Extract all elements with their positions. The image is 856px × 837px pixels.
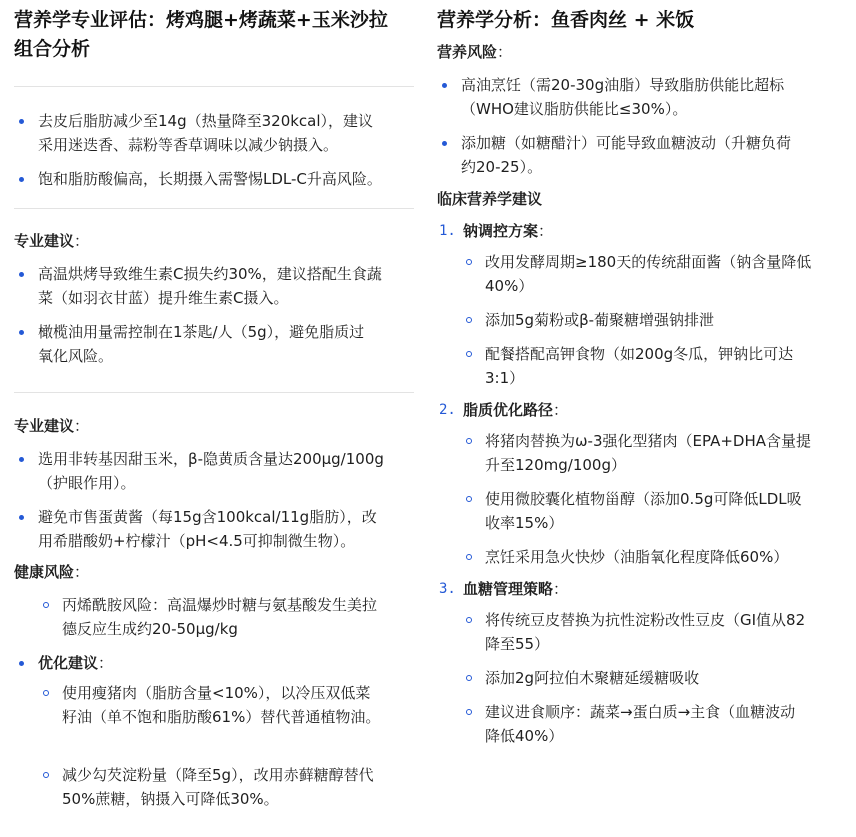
list-item: 添加5g菊粉或β-葡聚糖增强钠排泄	[437, 308, 842, 332]
group-glucose: 3. 血糖管理策略： 将传统豆皮替换为抗性淀粉改性豆皮（GI值从82 降至55） 添加2g阿拉伯木聚糖延缓糖吸收 建议进食顺序：蔬菜→蛋白质→主食（血糖波动 降低40%）	[437, 577, 842, 748]
list-item: 去皮后脂肪减少至14g（热量降至320kcal），建议 采用迷迭香、蒜粉等香草调味以减少钠摄入。	[14, 109, 414, 157]
list-item: 将传统豆皮替换为抗性淀粉改性豆皮（GI值从82 降至55）	[437, 608, 842, 656]
list-item: 橄榄油用量需控制在1茶匙/人（5g），避免脂质过 氧化风险。	[14, 320, 414, 368]
list-item: 避免市售蛋黄酱（每15g含100kcal/11g脂肪），改 用希腊酸奶+柠檬汁（pH<4.5可抑制微生物）。	[14, 505, 414, 553]
section-label: 专业建议：	[14, 417, 90, 435]
optimize-list	[14, 651, 414, 811]
list-item: 饱和脂肪酸偏高，长期摄入需警惕LDL-C升高风险。	[14, 167, 414, 191]
list-item: 高温烘烤导致维生素C损失约30%，建议搭配生食蔬 菜（如羽衣甘蓝）提升维生素C摄入。	[14, 262, 414, 310]
list-item: 丙烯酰胺风险：高温爆炒时糖与氨基酸发生美拉 德反应生成约20-50μg/kg	[14, 593, 414, 641]
optimize-sublist	[14, 681, 414, 811]
risk-label: 营养风险：	[437, 43, 513, 61]
advice-list	[14, 447, 414, 553]
risk-list	[14, 593, 414, 641]
list-item: 优化建议： 使用瘦猪肉（脂肪含量<10%），以冷压双低菜 籽油（单不饱和脂肪酸61%）替代普通植物油。 减少勾芡淀粉量（降至5g），改用赤藓糖醇替代 50%蔗糖，钠摄入可降低30%。	[14, 651, 414, 811]
list-item: 将猪肉替换为ω-3强化型猪肉（EPA+DHA含量提 升至120mg/100g）	[437, 429, 842, 477]
health-risk-label: 健康风险：	[14, 563, 90, 581]
list-item: 建议进食顺序：蔬菜→蛋白质→主食（血糖波动 降低40%）	[437, 700, 842, 748]
list-item: 添加2g阿拉伯木聚糖延缓糖吸收	[437, 666, 842, 690]
list-item: 配餐搭配高钾食物（如200g冬瓜，钾钠比可达 3:1）	[437, 342, 842, 390]
section-label: 专业建议：	[14, 232, 90, 250]
number-label: 1.	[439, 223, 456, 239]
list-item: 改用发酵周期≥180天的传统甜面酱（钠含量降低 40%）	[437, 250, 842, 298]
list-item: 高油烹饪（需20-30g油脂）导致脂肪供能比超标 （WHO建议脂肪供能比≤30%）。	[437, 73, 842, 121]
lipid-sublist	[437, 429, 842, 569]
list-item: 减少勾芡淀粉量（降至5g），改用赤藓糖醇替代 50%蔗糖，钠摄入可降低30%。	[14, 763, 414, 811]
clinical-list	[437, 219, 842, 748]
left-title: 营养学专业评估：烤鸡腿+烤蔬菜+玉米沙拉 组合分析	[14, 9, 388, 60]
list-item: 烹饪采用急火快炒（油脂氧化程度降低60%）	[437, 545, 842, 569]
sodium-sublist	[437, 250, 842, 390]
left-column	[14, 0, 414, 811]
number-label: 2.	[439, 402, 456, 418]
list-item: 添加糖（如糖醋汁）可能导致血糖波动（升糖负荷 约20-25）。	[437, 131, 842, 179]
risk-list	[437, 73, 842, 179]
list-item: 选用非转基因甜玉米，β-隐黄质含量达200μg/100g （护眼作用）。	[14, 447, 414, 495]
advice-list	[14, 262, 414, 368]
list-item: 使用瘦猪肉（脂肪含量<10%），以冷压双低菜 籽油（单不饱和脂肪酸61%）替代普通植物油。	[14, 681, 414, 729]
clinical-title: 临床营养学建议	[437, 190, 543, 208]
group-lipid: 2. 脂质优化路径： 将猪肉替换为ω-3强化型猪肉（EPA+DHA含量提 升至120mg/100g） 使用微胶囊化植物甾醇（添加0.5g可降低LDL吸 收率15%） 烹饪采用急火快炒（油脂氧化程度降低60%）	[437, 398, 842, 569]
glucose-sublist	[437, 608, 842, 748]
right-column	[437, 0, 842, 748]
intro-list	[14, 109, 414, 191]
number-label: 3.	[439, 581, 456, 597]
group-sodium: 1. 钠调控方案： 改用发酵周期≥180天的传统甜面酱（钠含量降低 40%） 添加5g菊粉或β-葡聚糖增强钠排泄 配餐搭配高钾食物（如200g冬瓜，钾钠比可达 3:1）	[437, 219, 842, 390]
right-title: 营养学分析：鱼香肉丝 + 米饭	[437, 9, 695, 31]
list-item: 使用微胶囊化植物甾醇（添加0.5g可降低LDL吸 收率15%）	[437, 487, 842, 535]
